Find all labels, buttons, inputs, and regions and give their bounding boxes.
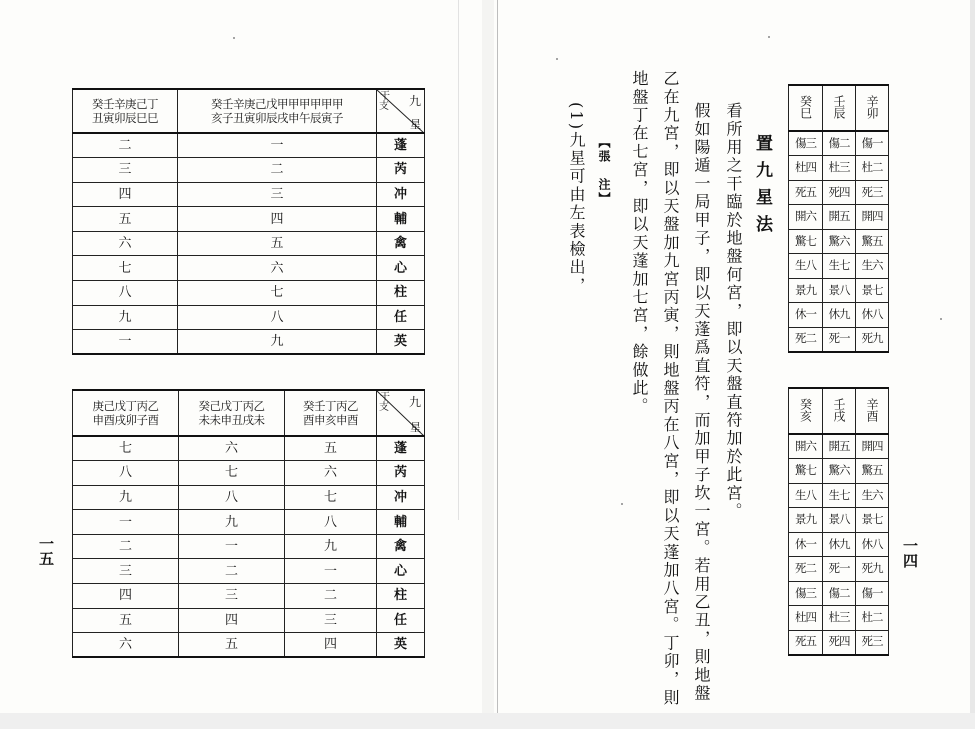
table-row bbox=[73, 158, 425, 183]
scan-speck bbox=[233, 37, 235, 39]
star-name-cell: 禽 bbox=[377, 534, 425, 559]
paragraph-line-2: 假如陽遁一局甲子，即以天蓬爲直符，而加甲子坎一宮。若用乙丑，則地盤 bbox=[692, 102, 711, 703]
table-row bbox=[789, 532, 889, 557]
gate-palace-cell: 休九 bbox=[823, 532, 856, 557]
palace-number-cell: 七 bbox=[73, 436, 179, 461]
column-header-line: 癸壬丁丙乙 bbox=[303, 399, 358, 413]
table-row bbox=[789, 254, 889, 279]
scan-speck bbox=[621, 503, 623, 505]
note-line-1: (1)九星可由左表檢出， bbox=[567, 102, 586, 296]
gate-palace-cell: 景七 bbox=[856, 508, 889, 533]
table-row bbox=[789, 180, 889, 205]
table-row bbox=[73, 231, 425, 256]
palace-number-cell: 三 bbox=[73, 158, 178, 183]
star-name-cell: 蓬 bbox=[377, 133, 425, 158]
table-header-row bbox=[73, 390, 425, 436]
paragraph-line-3: 乙在九宮，即以天盤加九宮丙寅，則地盤丙在八宮，即以天蓬加八宮。丁卯，則 bbox=[661, 70, 680, 707]
table-row bbox=[73, 133, 425, 158]
column-header bbox=[73, 89, 178, 133]
gate-palace-cell: 驚七 bbox=[789, 229, 823, 254]
gate-palace-cell: 死四 bbox=[823, 630, 856, 655]
ganzhi-header-cell: 辛卯 bbox=[856, 85, 889, 131]
palace-number-cell: 九 bbox=[73, 485, 179, 510]
palace-number-cell: 七 bbox=[178, 281, 377, 306]
gate-palace-cell: 開四 bbox=[856, 434, 889, 459]
gate-palace-cell: 死九 bbox=[856, 327, 889, 352]
scan-speck bbox=[556, 58, 558, 60]
palace-number-cell: 六 bbox=[285, 461, 377, 486]
gate-palace-cell: 休八 bbox=[856, 303, 889, 328]
palace-number-cell: 九 bbox=[178, 330, 377, 355]
palace-number-cell: 九 bbox=[179, 510, 285, 535]
gate-palace-cell: 杜四 bbox=[789, 156, 823, 181]
star-name-cell: 英 bbox=[377, 633, 425, 658]
palace-number-cell: 六 bbox=[73, 231, 178, 256]
ganzhi-header-cell: 辛酉 bbox=[856, 388, 889, 434]
scan-bottom-band bbox=[0, 713, 975, 729]
gate-palace-cell: 死五 bbox=[789, 630, 823, 655]
gate-palace-cell: 傷二 bbox=[823, 581, 856, 606]
table-row bbox=[73, 534, 425, 559]
column-header-line: 未未申丑戌未 bbox=[198, 413, 265, 427]
gate-palace-cell: 傷一 bbox=[856, 131, 889, 156]
table-row bbox=[73, 485, 425, 510]
star-name-cell: 心 bbox=[377, 559, 425, 584]
palace-number-cell: 六 bbox=[73, 633, 179, 658]
table-row bbox=[789, 278, 889, 303]
table-row bbox=[73, 633, 425, 658]
gate-palace-cell: 驚七 bbox=[789, 459, 823, 484]
gate-palace-cell: 開五 bbox=[823, 205, 856, 230]
table-row bbox=[789, 508, 889, 533]
gate-palace-cell: 景八 bbox=[823, 508, 856, 533]
table-row bbox=[789, 303, 889, 328]
table-row bbox=[789, 327, 889, 352]
palace-number-cell: 四 bbox=[73, 182, 178, 207]
column-header-line: 癸壬辛庚己丁 bbox=[92, 97, 158, 111]
gate-palace-cell: 傷三 bbox=[789, 131, 823, 156]
table-row bbox=[73, 330, 425, 355]
palace-number-cell: 三 bbox=[285, 608, 377, 633]
ganzhi-header-cell: 癸亥 bbox=[789, 388, 823, 434]
scan-speck bbox=[768, 36, 770, 38]
scan-edge bbox=[970, 0, 975, 729]
corner-label-jiu: 九 bbox=[408, 94, 421, 108]
gate-palace-cell: 休一 bbox=[789, 532, 823, 557]
gate-palace-cell: 傷一 bbox=[856, 581, 889, 606]
palace-number-cell: 七 bbox=[179, 461, 285, 486]
palace-number-cell: 三 bbox=[73, 559, 179, 584]
palace-number-cell: 二 bbox=[178, 158, 377, 183]
gate-palace-cell: 死一 bbox=[823, 557, 856, 582]
gate-palace-cell: 景七 bbox=[856, 278, 889, 303]
palace-number-cell: 四 bbox=[285, 633, 377, 658]
gate-palace-cell: 休一 bbox=[789, 303, 823, 328]
gate-palace-cell: 死二 bbox=[789, 557, 823, 582]
corner-header bbox=[377, 390, 425, 436]
gate-palace-cell: 死九 bbox=[856, 557, 889, 582]
gate-palace-cell: 景九 bbox=[789, 508, 823, 533]
star-name-cell: 冲 bbox=[377, 485, 425, 510]
star-name-cell: 輔 bbox=[377, 207, 425, 232]
gate-palace-cell: 杜二 bbox=[856, 606, 889, 631]
palace-number-cell: 一 bbox=[178, 133, 377, 158]
gate-palace-cell: 死三 bbox=[856, 630, 889, 655]
star-name-cell: 任 bbox=[377, 305, 425, 330]
gate-palace-cell: 生八 bbox=[789, 254, 823, 279]
gate-palace-cell: 杜四 bbox=[789, 606, 823, 631]
palace-number-cell: 八 bbox=[179, 485, 285, 510]
palace-number-cell: 五 bbox=[73, 207, 178, 232]
star-name-cell: 心 bbox=[377, 256, 425, 281]
palace-number-cell: 一 bbox=[73, 510, 179, 535]
gate-palace-cell: 開四 bbox=[856, 205, 889, 230]
table-row bbox=[789, 483, 889, 508]
ganzhi-header-cell: 壬戌 bbox=[823, 388, 856, 434]
table-header-row bbox=[789, 85, 889, 131]
paragraph-line-1: 看所用之干臨於地盤何宮，即以天盤直符加於此宮。 bbox=[724, 102, 743, 521]
table-row bbox=[789, 229, 889, 254]
gate-palace-cell: 休八 bbox=[856, 532, 889, 557]
table-row bbox=[789, 557, 889, 582]
palace-number-cell: 一 bbox=[179, 534, 285, 559]
gate-palace-cell: 生八 bbox=[789, 483, 823, 508]
gate-palace-cell: 死二 bbox=[789, 327, 823, 352]
table-row bbox=[73, 256, 425, 281]
palace-number-cell: 四 bbox=[178, 207, 377, 232]
gate-palace-cell: 開六 bbox=[789, 205, 823, 230]
palace-number-cell: 六 bbox=[179, 436, 285, 461]
palace-number-cell: 一 bbox=[285, 559, 377, 584]
table-row bbox=[73, 182, 425, 207]
gate-palace-cell: 生七 bbox=[823, 483, 856, 508]
gate-palace-cell: 生七 bbox=[823, 254, 856, 279]
table-row bbox=[789, 459, 889, 484]
palace-number-cell: 五 bbox=[73, 608, 179, 633]
corner-label-gan: 干 bbox=[380, 91, 390, 102]
table-row bbox=[789, 581, 889, 606]
table-row bbox=[789, 205, 889, 230]
palace-number-cell: 四 bbox=[179, 608, 285, 633]
corner-label-xing: 星 bbox=[410, 118, 421, 131]
star-name-cell: 輔 bbox=[377, 510, 425, 535]
palace-number-cell: 五 bbox=[179, 633, 285, 658]
palace-number-cell: 八 bbox=[73, 461, 179, 486]
palace-number-cell: 九 bbox=[73, 305, 178, 330]
page-number-left: 一五 bbox=[37, 536, 55, 566]
table-row bbox=[789, 630, 889, 655]
table-row bbox=[73, 608, 425, 633]
column-header-line: 亥子丑寅卯辰戌申午辰寅子 bbox=[211, 111, 343, 125]
corner-label-zhi: 支 bbox=[379, 402, 389, 413]
corner-header bbox=[377, 89, 425, 133]
gate-palace-cell: 驚五 bbox=[856, 459, 889, 484]
palace-number-cell: 二 bbox=[285, 584, 377, 609]
column-header-line: 酉申亥申酉 bbox=[303, 413, 358, 427]
palace-number-cell: 九 bbox=[285, 534, 377, 559]
gate-palace-cell: 杜二 bbox=[856, 156, 889, 181]
table-row bbox=[73, 436, 425, 461]
table-row bbox=[73, 281, 425, 306]
gate-palace-cell: 開五 bbox=[823, 434, 856, 459]
gate-palace-cell: 傷二 bbox=[823, 131, 856, 156]
table-header-row bbox=[789, 388, 889, 434]
palace-number-cell: 七 bbox=[73, 256, 178, 281]
gate-palace-cell: 杜三 bbox=[823, 156, 856, 181]
ganzhi-header-cell: 癸巳 bbox=[789, 85, 823, 131]
gate-palace-cell: 死三 bbox=[856, 180, 889, 205]
table-row bbox=[789, 606, 889, 631]
palace-number-cell: 二 bbox=[73, 133, 178, 158]
table-row bbox=[73, 584, 425, 609]
gate-palace-cell: 死四 bbox=[823, 180, 856, 205]
corner-label-jiu: 九 bbox=[408, 395, 421, 409]
gate-palace-cell: 生六 bbox=[856, 254, 889, 279]
gate-palace-cell: 驚五 bbox=[856, 229, 889, 254]
palace-number-cell: 二 bbox=[73, 534, 179, 559]
star-name-cell: 芮 bbox=[377, 158, 425, 183]
table-row bbox=[73, 559, 425, 584]
palace-table-lower bbox=[788, 387, 889, 656]
gate-palace-cell: 驚六 bbox=[823, 459, 856, 484]
page-number-right: 一四 bbox=[901, 538, 919, 568]
palace-number-cell: 四 bbox=[73, 584, 179, 609]
section-title: 置九星法 bbox=[752, 134, 772, 242]
palace-number-cell: 八 bbox=[285, 510, 377, 535]
column-header bbox=[285, 390, 377, 436]
column-header bbox=[178, 89, 377, 133]
palace-number-cell: 五 bbox=[285, 436, 377, 461]
table-header-row bbox=[73, 89, 425, 133]
palace-number-cell: 八 bbox=[73, 281, 178, 306]
paragraph-line-4: 地盤丁在七宮，即以天蓬加七宮，餘做此。 bbox=[630, 70, 649, 416]
star-name-cell: 芮 bbox=[377, 461, 425, 486]
gate-palace-cell: 生六 bbox=[856, 483, 889, 508]
palace-number-cell: 一 bbox=[73, 330, 178, 355]
note-label: 【張 注】 bbox=[597, 136, 611, 206]
star-name-cell: 柱 bbox=[377, 281, 425, 306]
gate-palace-cell: 死一 bbox=[823, 327, 856, 352]
column-header-line: 癸己戊丁丙乙 bbox=[198, 399, 265, 413]
star-table-lower bbox=[72, 389, 425, 658]
star-name-cell: 英 bbox=[377, 330, 425, 355]
corner-label-gan: 干 bbox=[380, 392, 390, 403]
table-row bbox=[73, 207, 425, 232]
gate-palace-cell: 景九 bbox=[789, 278, 823, 303]
palace-table-upper bbox=[788, 84, 889, 353]
corner-label-zhi: 支 bbox=[379, 101, 389, 112]
table-row bbox=[73, 510, 425, 535]
palace-number-cell: 三 bbox=[178, 182, 377, 207]
table-row bbox=[789, 131, 889, 156]
table-row bbox=[789, 156, 889, 181]
star-name-cell: 禽 bbox=[377, 231, 425, 256]
palace-number-cell: 二 bbox=[179, 559, 285, 584]
column-header-line: 丑寅卯辰巳巳 bbox=[92, 111, 158, 125]
palace-number-cell: 五 bbox=[178, 231, 377, 256]
gate-palace-cell: 開六 bbox=[789, 434, 823, 459]
star-name-cell: 柱 bbox=[377, 584, 425, 609]
gate-palace-cell: 休九 bbox=[823, 303, 856, 328]
palace-number-cell: 三 bbox=[179, 584, 285, 609]
scan-speck bbox=[940, 318, 942, 320]
column-header bbox=[73, 390, 179, 436]
column-header-line: 申酉戌卯子酉 bbox=[92, 413, 159, 427]
gutter-line bbox=[497, 0, 498, 729]
palace-number-cell: 六 bbox=[178, 256, 377, 281]
gate-palace-cell: 傷三 bbox=[789, 581, 823, 606]
gate-palace-cell: 杜三 bbox=[823, 606, 856, 631]
column-header bbox=[179, 390, 285, 436]
star-name-cell: 冲 bbox=[377, 182, 425, 207]
table-row bbox=[73, 305, 425, 330]
gate-palace-cell: 景八 bbox=[823, 278, 856, 303]
book-gutter bbox=[482, 0, 494, 729]
gutter-shadow bbox=[458, 0, 459, 520]
star-name-cell: 蓬 bbox=[377, 436, 425, 461]
column-header-line: 癸壬辛庚己戊甲甲甲甲甲甲 bbox=[211, 97, 343, 111]
palace-number-cell: 七 bbox=[285, 485, 377, 510]
gate-palace-cell: 驚六 bbox=[823, 229, 856, 254]
table-row bbox=[73, 461, 425, 486]
corner-label-xing: 星 bbox=[410, 421, 421, 434]
star-name-cell: 任 bbox=[377, 608, 425, 633]
gate-palace-cell: 死五 bbox=[789, 180, 823, 205]
table-row bbox=[789, 434, 889, 459]
ganzhi-header-cell: 壬辰 bbox=[823, 85, 856, 131]
column-header-line: 庚己戊丁丙乙 bbox=[92, 399, 159, 413]
palace-number-cell: 八 bbox=[178, 305, 377, 330]
star-table-upper bbox=[72, 88, 425, 355]
